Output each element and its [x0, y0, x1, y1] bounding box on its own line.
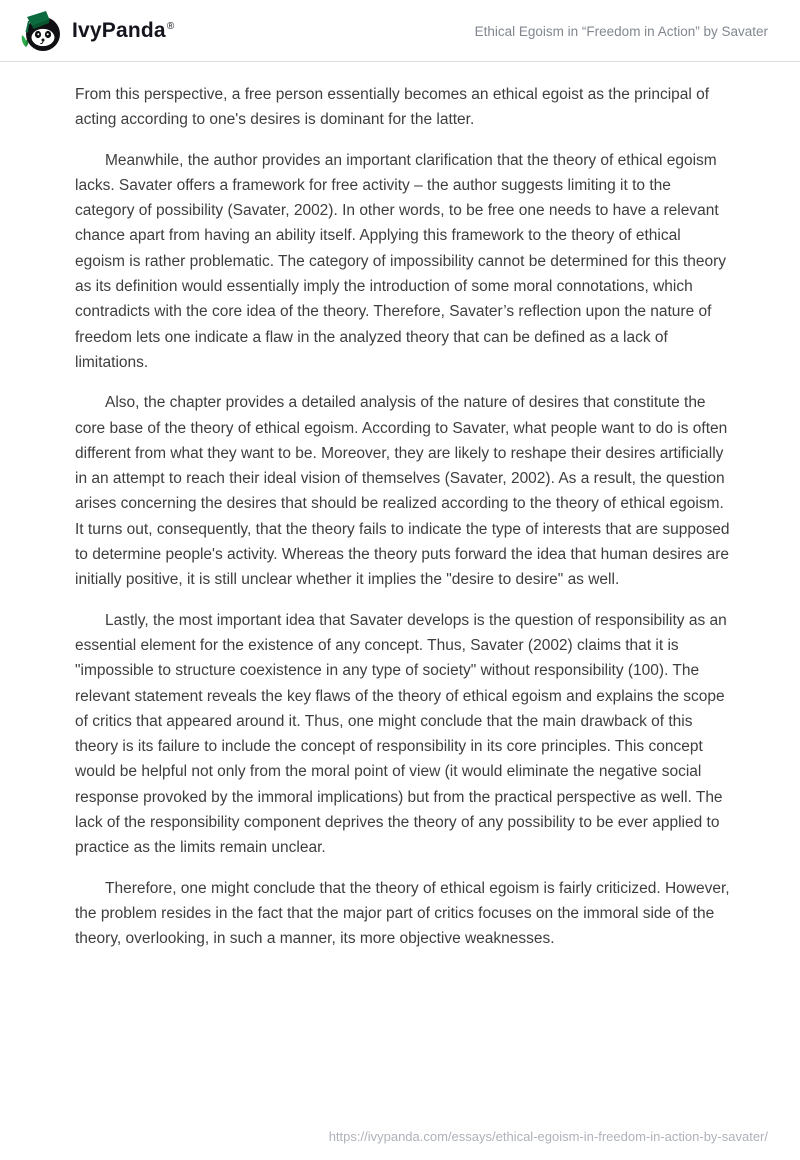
page-header — [0, 0, 800, 62]
essay-paragraph-5: Therefore, one might conclude that the theory of ethical egoism is fairly criticized. However, the problem resides in the fact that the major part of critics focuses on the immoral side of the theory, overlooking, in such a manner, its more objective weaknesses. — [75, 879, 730, 948]
document-title: Ethical Egoism in “Freedom in Action” by Savater — [474, 23, 768, 39]
registered-trademark-symbol: ® — [166, 21, 175, 32]
essay-paragraph-3: Also, the chapter provides a detailed analysis of the nature of desires that constitute the core base of the theory of ethical egoism. According to Savater, what people want to do is often different from what they want to be. Moreover, they are likely to reshape their desires artificially in an attempt to reach their ideal vision of themselves (Savater, 2002). As a result, the question arises concerning the desires that should be realized according to the theory of ethical egoism. It turns out, consequently, that the theory fails to indicate the type of interests that are supposed to determine people's activity. Whereas the theory puts forward the idea that human desires are initially positive, it is still unclear whether it implies the "desire to desire" as well. — [75, 394, 730, 589]
essay-paragraph-2: Meanwhile, the author provides an important clarification that the theory of ethical egoism lacks. Savater offers a framework for free activity – the author suggests limiting it to the category of possibility (Savater, 2002). In other words, to be free one needs to have a relevant chance apart from having an ability itself. Applying this framework to the theory of ethical egoism is rather problematic. The category of impossibility cannot be determined for this theory as its definition would essentially imply the introduction of some moral connotations, which contradicts with the core idea of the theory. Therefore, Savater’s reflection upon the nature of freedom lets one indicate a flaw in the analyzed theory that can be defined as a lack of limitations. — [75, 151, 727, 371]
essay-paragraph-1: From this perspective, a free person essentially becomes an ethical egoist as the principal of acting according to one's desires is dominant for the latter. — [75, 86, 710, 129]
essay-paragraph-4: Lastly, the most important idea that Savater develops is the question of responsibility as an essential element for the existence of any concept. Thus, Savater (2002) claims that it is "impossible to structure coexistence in any type of society" without responsibility (100). The relevant statement reveals the key flaws of the theory of ethical egoism and explains the scope of critics that appeared around it. Thus, one might conclude that the main drawback of this theory is its failure to include the concept of responsibility in its core principles. This concept would be helpful not only from the moral point of view (it would eliminate the negative social response provoked by the immoral implications) but from the practical perspective as well. The lack of the responsibility component deprives the theory of any possibility to be ever applied to practice as the limits remain unclear. — [75, 611, 727, 857]
essay-content — [0, 62, 800, 952]
brand-name-text: IvyPanda — [72, 19, 166, 42]
brand-name — [72, 19, 174, 43]
ivypanda-brand — [16, 7, 174, 55]
ivypanda-panda-logo-icon — [16, 7, 64, 55]
source-url-link[interactable]: https://ivypanda.com/essays/ethical-egoism-in-freedom-in-action-by-savater/ — [328, 1129, 768, 1144]
